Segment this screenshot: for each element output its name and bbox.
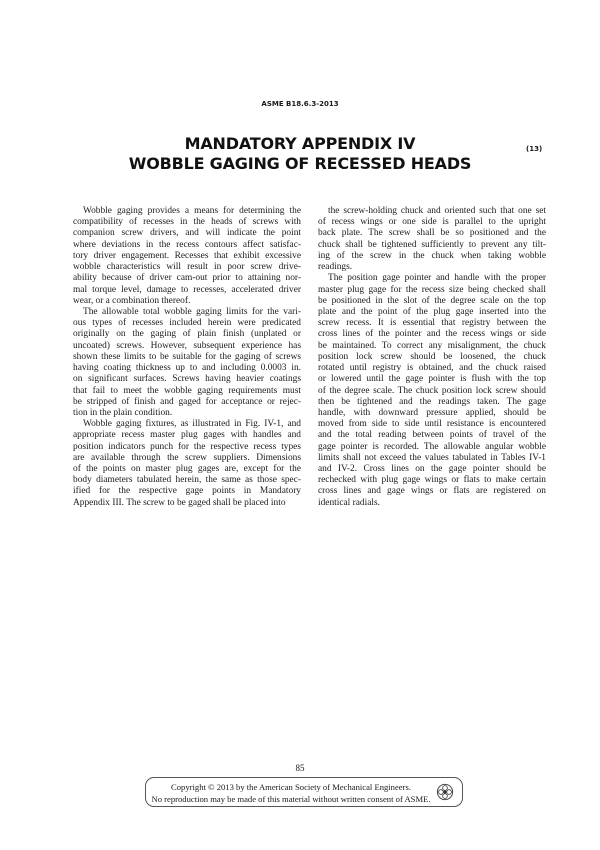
text-line: chuck shall be tightened sufficiently to prevent any tilt- <box>318 239 546 250</box>
text-line: are available through the screw suppliers. Dimensions <box>73 452 301 463</box>
text-line: ing of the screw in the chuck when taking wobble <box>318 250 546 261</box>
text-line: tion in the plain condition. <box>73 407 173 418</box>
text-line: Wobble gaging provides a means for determining the <box>83 206 301 216</box>
text-line: of recess wings or one side is parallel to the upright <box>318 217 546 228</box>
text-line: back plate. The screw shall be so positioned and the <box>318 228 546 239</box>
paragraph <box>318 273 546 509</box>
text-line: body diameters tabulated herein, the same as those spec- <box>73 475 301 486</box>
text-line: on significant surfaces. Screws having heavier coatings <box>73 374 301 385</box>
page-title <box>0 134 600 174</box>
text-line: shown these limits to be suitable for the gaging of screws <box>73 351 301 362</box>
title-line-2: WOBBLE GAGING OF RECESSED HEADS <box>128 154 472 173</box>
text-line: screw recess. It is essential that registry between the <box>318 318 546 329</box>
text-line: wear, or a combination thereof. <box>73 295 191 306</box>
text-line: companion screw drivers, and will indicate the point <box>73 228 301 239</box>
text-line: mal torque level, damage to recesses, accelerated driver <box>73 284 301 295</box>
text-line: Appendix III. The screw to be gaged shall be placed into <box>73 497 286 508</box>
text-line: The allowable total wobble gaging limits for the vari- <box>83 306 301 317</box>
text-line: rechecked with plug gage wings or flats to make certain <box>318 475 546 486</box>
text-line: gage pointer is recorded. The allowable angular wobble <box>318 441 546 452</box>
text-line: ability because of driver cam-out prior to attaining nor- <box>73 273 301 284</box>
text-line: ous types of recesses included herein were predicated <box>73 318 301 329</box>
text-line: and IV-2. Cross lines on the gage pointer should be <box>318 464 546 475</box>
text-line: cross lines and gage wings or flats are registered on <box>318 486 546 497</box>
left-column <box>73 206 301 509</box>
text-line: then be tightened and the readings taken. The gage <box>318 396 546 407</box>
text-line: readings. <box>318 262 353 273</box>
text-line: moved from side to side until resistance is encountered <box>318 419 546 430</box>
text-line: cross lines of the pointer and the recess wings or side <box>318 329 546 340</box>
text-line: compatibility of recesses in the heads of screws with <box>73 217 301 228</box>
text-line: the screw-holding chuck and oriented such that one set <box>328 206 546 216</box>
text-line: and the total reading between points of travel of the <box>318 430 546 441</box>
text-line: uncoated) screws. However, subsequent experience has <box>73 340 301 351</box>
paragraph <box>73 307 301 419</box>
text-line: be positioned in the slot of the degree scale on the top <box>318 295 546 306</box>
text-line: wobble characteristics will result in poor screw drive- <box>73 262 301 273</box>
text-line: master plug gage for the recess size being checked shall <box>318 284 546 295</box>
revision-mark: (13) <box>526 145 543 153</box>
text-line: appropriate recess master plug gages with handles and <box>73 430 301 441</box>
text-line: that fail to meet the wobble gaging requirements must <box>73 385 301 396</box>
paragraph <box>73 419 301 509</box>
copyright-line-1: Copyright © 2013 by the American Society of Mechanical Engineers. <box>171 782 411 792</box>
paragraph <box>73 206 301 307</box>
copyright-box <box>145 777 463 807</box>
text-line: position lock screw should be loosened, the chuck <box>318 351 546 362</box>
asme-seal-icon <box>436 783 454 801</box>
text-line: of the points on master plug gages are, except for the <box>73 464 301 475</box>
text-line: limits shall not exceed the values tabulated in Tables IV-1 <box>318 452 546 463</box>
text-line: having coating thickness up to and including 0.0003 in. <box>73 363 301 374</box>
text-line: position indicators punch for the respective recess types <box>73 441 301 452</box>
text-line: plate and the point of the plug gage inserted into the <box>318 306 546 317</box>
text-line: of the degree scale. The chuck position lock screw should <box>318 385 546 396</box>
text-line: be maintained. To correct any misalignment, the chuck <box>318 340 546 351</box>
text-line: handle, with downward pressure applied, should be <box>318 407 546 418</box>
text-line: The position gage pointer and handle with the proper <box>328 273 546 284</box>
copyright-line-2: No reproduction may be made of this material without written consent of ASME. <box>151 794 431 804</box>
running-header: ASME B18.6.3-2013 <box>261 100 339 108</box>
text-line: Wobble gaging fixtures, as illustrated in Fig. IV-1, and <box>83 419 301 430</box>
paragraph <box>318 206 546 273</box>
text-line: originally on the gaging of plain finish (unplated or <box>73 329 301 340</box>
right-column <box>318 206 546 509</box>
text-line: where deviations in the recess contours affect satisfac- <box>73 239 301 250</box>
text-line: tory driver engagement. Recesses that exhibit excessive <box>73 250 301 261</box>
text-line: identical radials. <box>318 497 380 508</box>
copyright-text <box>146 781 436 805</box>
text-line: ified for the respective gage points in Mandatory <box>73 486 301 497</box>
text-line: be stripped of finish and gaged for acceptance or rejec- <box>73 396 301 407</box>
title-line-1: MANDATORY APPENDIX IV <box>184 134 416 153</box>
text-line: rotated until registry is obtained, and the chuck raised <box>318 363 546 374</box>
text-line: or lowered until the gage pointer is flush with the top <box>318 374 546 385</box>
page-number: 85 <box>295 763 305 773</box>
